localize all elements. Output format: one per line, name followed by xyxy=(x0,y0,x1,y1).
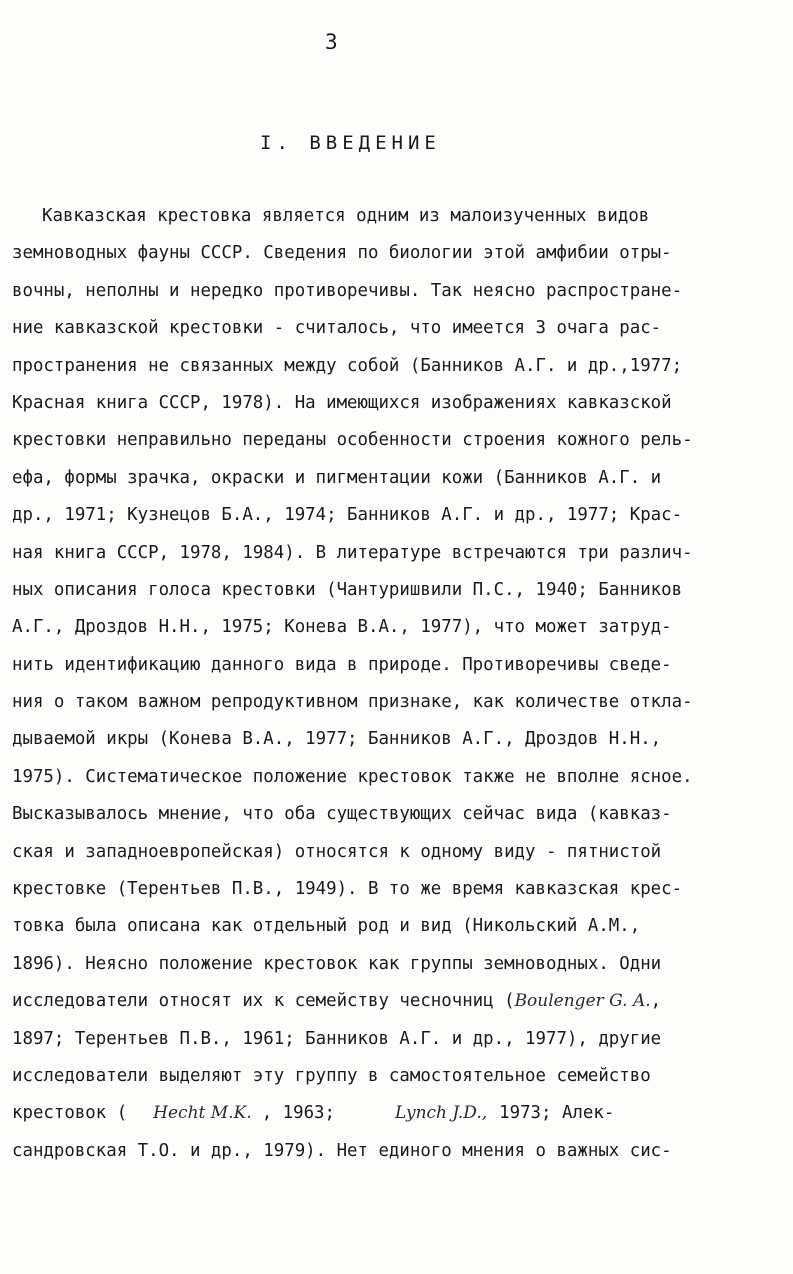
text-line: Кавказская крестовка является одним из малоизученных видов xyxy=(42,206,650,226)
text-line: А.Г., Дроздов Н.Н., 1975; Конева В.А., 1977), что может затруд- xyxy=(12,617,672,638)
page-number: 3 xyxy=(325,30,338,54)
text-line: ных описания голоса крестовки (Чантуришвили П.С., 1940; Банников xyxy=(12,579,683,600)
text-line: 1897; Терентьев П.В., 1961; Банников А.Г. и др., 1977), другие xyxy=(12,1028,662,1049)
text-line: 1896). Неясно положение крестовок как группы земноводных. Одни xyxy=(12,953,662,974)
section-heading: I. ВВЕДЕНИЕ xyxy=(260,132,441,154)
text-line: пространения не связанных между собой (Банников А.Г. и др.,1977; xyxy=(12,355,683,376)
text-line: ния о таком важном репродуктивном признаке, как количестве откла- xyxy=(12,692,693,713)
text-line: земноводных фауны СССР. Сведения по биологии этой амфибии отры- xyxy=(12,243,672,264)
text-line: ская и западноевропейская) относятся к одному виду - пятнистой xyxy=(12,841,662,862)
handwritten-citation: Hecht M.K. xyxy=(153,1103,252,1124)
text-line: ефа, формы зрачка, окраски и пигментации кожи (Банников А.Г. и xyxy=(12,467,662,488)
text-line xyxy=(12,1095,782,1132)
text-segment: крестовок ( xyxy=(12,1103,128,1124)
text-line: ная книга СССР, 1978, 1984). В литературе встречаются три различ- xyxy=(12,542,693,563)
body-text xyxy=(12,198,782,1170)
text-segment: 1973; Алек- xyxy=(499,1103,615,1124)
text-line xyxy=(12,983,782,1020)
text-line: ние кавказской крестовки - считалось, что имеется 3 очага рас- xyxy=(12,318,662,339)
text-line: вочны, неполны и нередко противоречивы. Так неясно распростране- xyxy=(12,280,683,301)
text-line: др., 1971; Кузнецов Б.А., 1974; Банников А.Г. и др., 1977; Крас- xyxy=(12,505,683,526)
text-line: нить идентификацию данного вида в природе. Противоречивы сведе- xyxy=(12,654,672,675)
handwritten-citation: Boulenger G. A. xyxy=(514,991,651,1012)
text-line: 1975). Систематическое положение крестовок также не вполне ясное. xyxy=(12,766,693,787)
text-segment: , 1963; xyxy=(261,1103,335,1124)
text-line: Высказывалось мнение, что оба существующих сейчас вида (кавказ- xyxy=(12,804,672,825)
text-segment: исследователи относят их к семейству чесночниц ( xyxy=(12,991,515,1012)
text-line: крестовки неправильно переданы особенности строения кожного рель- xyxy=(12,430,693,451)
text-line: дываемой икры (Конева В.А., 1977; Банников А.Г., Дроздов Н.Н., xyxy=(12,729,662,750)
text-line: исследователи выделяют эту группу в самостоятельное семейство xyxy=(12,1065,651,1086)
text-line: крестовке (Терентьев П.В., 1949). В то же время кавказская крес- xyxy=(12,879,683,900)
handwritten-citation: Lynch J.D., xyxy=(394,1103,488,1124)
text-line: товка была описана как отдельный род и вид (Никольский А.М., xyxy=(12,916,641,937)
text-segment: , xyxy=(650,991,662,1012)
text-line: Красная книга СССР, 1978). На имеющихся изображениях кавказской xyxy=(12,392,672,413)
text-line: сандровская Т.О. и др., 1979). Нет единого мнения о важных сис- xyxy=(12,1140,672,1161)
